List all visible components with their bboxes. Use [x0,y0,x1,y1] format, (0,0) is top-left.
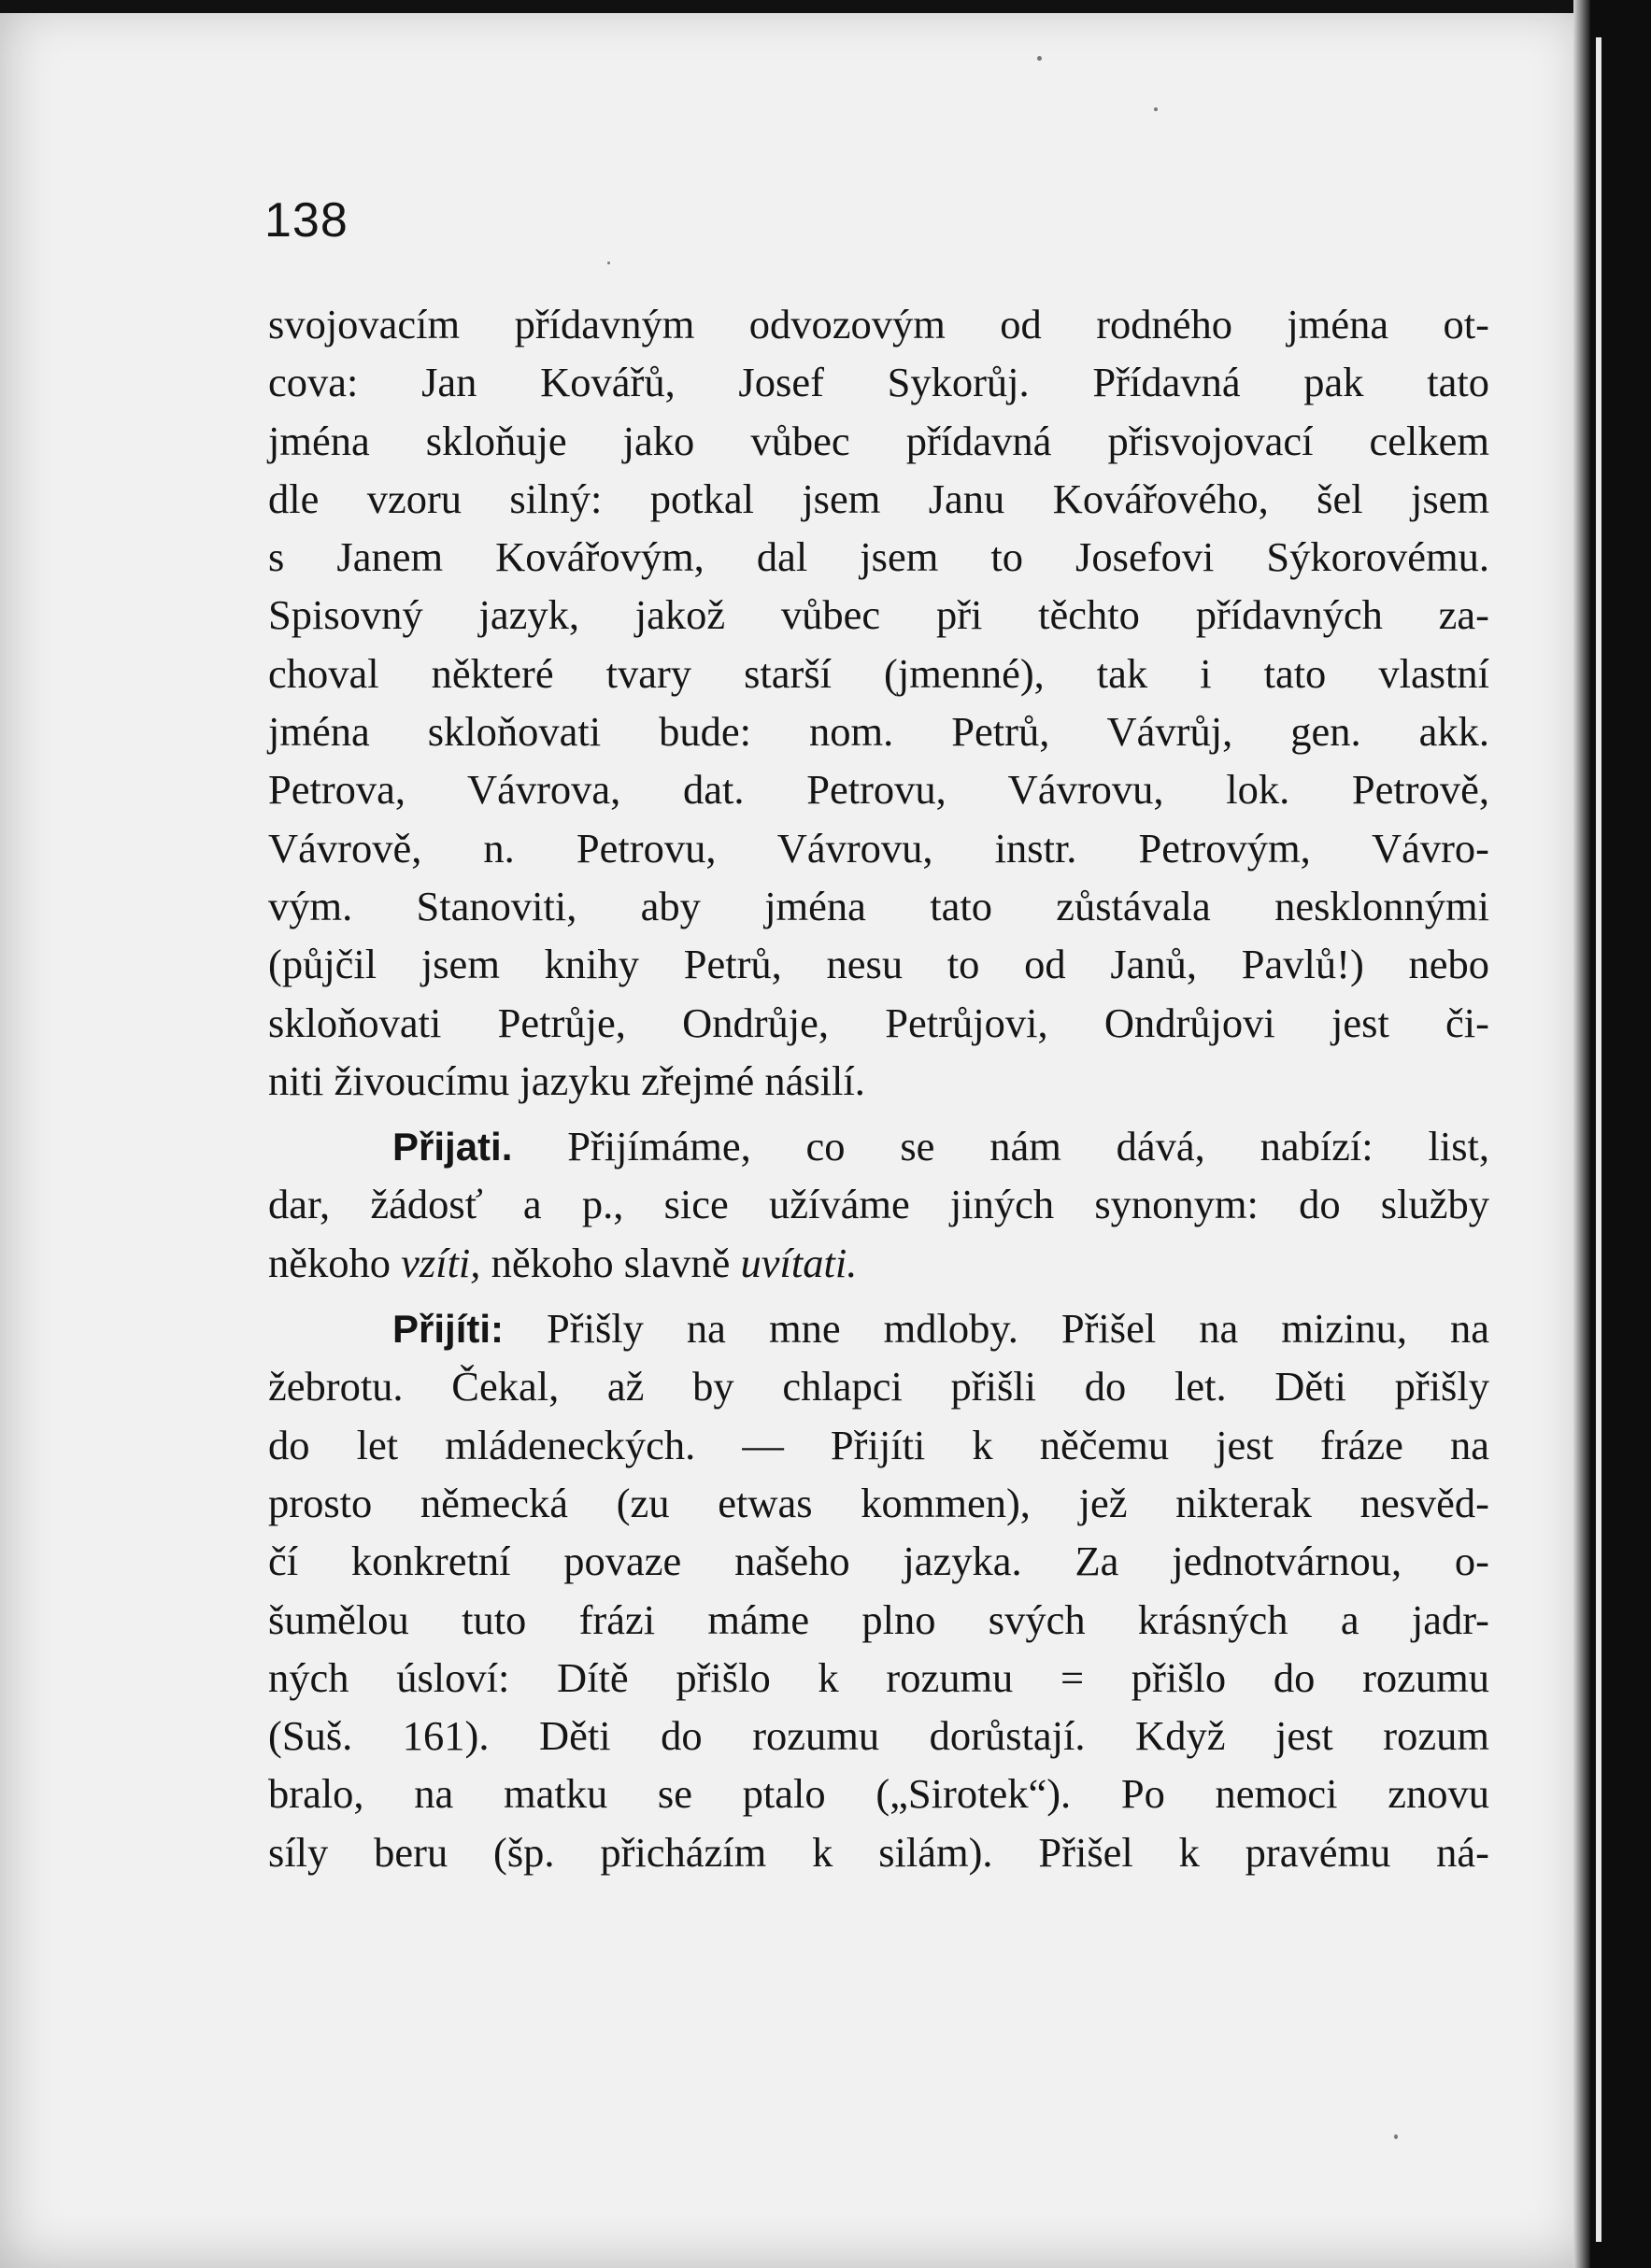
text-line: Spisovný jazyk, jakož vůbec při těchto přídavných za- [268,591,1489,639]
text-line: Vávrově, n. Petrovu, Vávrovu, instr. Petrovým, Vávro- [268,824,1489,872]
text-line: Petrova, Vávrova, dat. Petrovu, Vávrovu, lok. Petrově, [268,766,1489,814]
text-line: síly beru (šp. přicházím k silám). Přišel k pravému ná- [268,1828,1489,1876]
text-line: svojovacím přídavným odvozovým od rodného jména ot- [268,301,1489,347]
paper-speck [1394,2134,1398,2139]
text-line: s Janem Kovářovým, dal jsem to Josefovi Sýkorovému. [268,533,1489,581]
text-line: šumělou tuto frázi máme plno svých krásných a jadr- [268,1595,1489,1643]
text-line: jména skloňuje jako vůbec přídavná přisvojovací celkem [268,417,1489,464]
text-line: dar, žádosť a p., sice užíváme jiných synonym: do služby [268,1181,1489,1228]
body-text [268,295,1489,1881]
text-fragment: někoho [268,1239,391,1286]
text-line: jména skloňovati bude: nom. Petrů, Vávrůj, gen. akk. [268,708,1489,756]
text-line [268,1117,1489,1175]
paper-speck [1154,107,1158,111]
text-line [268,1299,1489,1357]
paragraph-1 [268,295,1489,1110]
text-line: (půjčil jsem knihy Petrů, nesu to od Janů, Pavlů!) nebo [268,941,1489,988]
text-line: žebrotu. Čekal, až by chlapci přišli do let. Děti přišly [268,1363,1489,1410]
text-line: do let mládeneckých. — Přijíti k něčemu jest fráze na [268,1421,1489,1468]
paragraph-2 [268,1117,1489,1292]
text-fragment: Přišly na mne mdloby. Přišel na mizinu, na [547,1305,1489,1353]
scan-border [1590,0,1651,2268]
scan-edge-line [1596,37,1601,2242]
entry-term: Přijíti: [392,1307,505,1352]
entry-term: Přijati. [392,1125,513,1169]
paragraph-3 [268,1299,1489,1881]
text-line: dle vzoru silný: potkal jsem Janu Kovářového, šel jsem [268,475,1489,522]
italic-word: uvítati. [740,1239,858,1286]
text-line [268,1234,1489,1292]
text-fragment: Přijímáme, co se nám dává, nabízí: list, [567,1123,1490,1170]
text-line: choval některé tvary starší (jmenné), tak i tato vlastní [268,649,1489,697]
text-fragment: někoho slavně [491,1239,731,1286]
text-line: bralo, na matku se ptalo („Sirotek“). Po nemoci znovu [268,1770,1489,1818]
text-line: čí konkretní povaze našeho jazyka. Za jednotvárnou, o- [268,1538,1489,1585]
paper-speck [1037,56,1042,61]
text-line: ných úsloví: Dítě přišlo k rozumu = přišlo do rozumu [268,1653,1489,1701]
italic-word: vzíti, [401,1239,481,1286]
text-line: prosto německá (zu etwas kommen), jež nikterak nesvěd- [268,1479,1489,1526]
text-line: vým. Stanoviti, aby jména tato zůstávala nesklonnými [268,882,1489,929]
text-line: skloňovati Petrůje, Ondrůje, Petrůjovi, Ondrůjovi jest či- [268,999,1489,1046]
text-line: (Suš. 161). Děti do rozumu dorůstají. Když jest rozum [268,1712,1489,1760]
text-line: niti živoucímu jazyku zřejmé násilí. [268,1056,865,1104]
text-line: cova: Jan Kovářů, Josef Sykorůj. Přídavná pak tato [268,359,1489,406]
paper-speck [607,262,610,264]
page-number: 138 [264,193,349,248]
